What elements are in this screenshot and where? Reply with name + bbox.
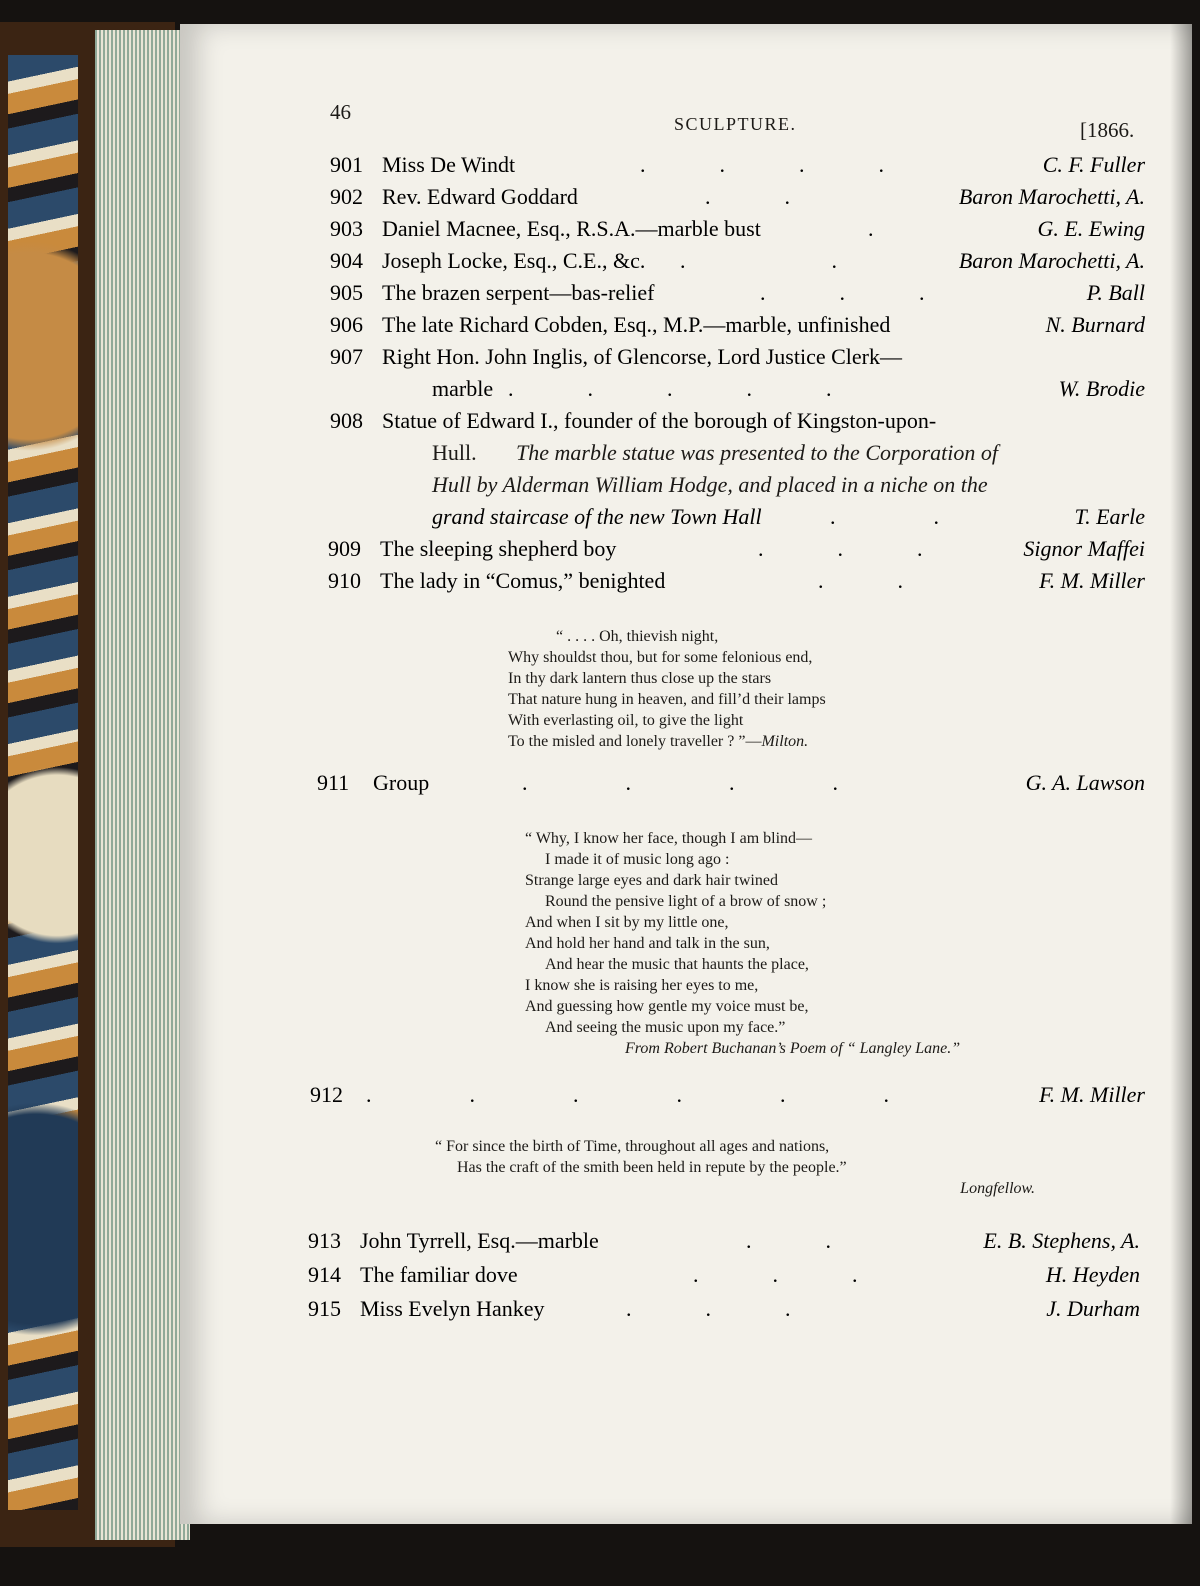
quote-attribution: From Robert Buchanan’s Poem of “ Langley Lane.” <box>625 1040 961 1057</box>
catalogue-entry <box>330 312 1145 344</box>
running-title: SCULPTURE. <box>674 114 797 134</box>
leader-dots: . . <box>705 184 792 209</box>
entry-title: The late Richard Cobden, Esq., M.P.—marble, unfinished <box>382 312 891 337</box>
entry-artist: N. Burnard <box>1045 312 1145 337</box>
catalogue-entry <box>330 184 1145 216</box>
leader-dots: . . . . <box>640 152 886 177</box>
quote-line: “ Why, I know her face, though I am blind— <box>525 830 813 847</box>
catalogue-entry <box>330 344 1145 376</box>
page-edges <box>95 30 190 1540</box>
leader-dots: . . . <box>760 280 927 305</box>
entry-title: The sleeping shepherd boy <box>380 536 617 561</box>
quotation-longfellow <box>435 1136 1035 1199</box>
entry-number: 914 <box>308 1262 341 1287</box>
catalogue-entry <box>310 1082 1145 1114</box>
entry-artist: H. Heyden <box>1045 1262 1140 1287</box>
entry-artist: E. B. Stephens, A. <box>983 1228 1140 1253</box>
catalogue-entry <box>317 770 1145 802</box>
quotation-milton <box>508 626 826 752</box>
entry-number: 910 <box>328 568 361 593</box>
quote-line: That nature hung in heaven, and fill’d their lamps <box>508 691 826 708</box>
leader-dots: . . <box>680 248 839 273</box>
quote-line: “ . . . . Oh, thievish night, <box>556 628 719 645</box>
entry-number: 904 <box>330 248 363 273</box>
entry-artist: G. A. Lawson <box>1025 770 1145 795</box>
quote-line: To the misled and lonely traveller ? ”— <box>508 733 762 750</box>
entry-title: The familiar dove <box>360 1262 518 1287</box>
leader-dots: . . . . <box>522 770 840 795</box>
leader-dots: . . . <box>758 536 925 561</box>
entry-title: Rev. Edward Goddard <box>382 184 578 209</box>
quote-line: And seeing the music upon my face.” <box>545 1019 786 1036</box>
entry-title: The brazen serpent—bas-relief <box>382 280 655 305</box>
leader-dots: . . . . . . <box>366 1082 891 1107</box>
leader-dots: . . <box>746 1228 833 1253</box>
entry-note: The marble statue was presented to the Corporation of <box>516 440 998 465</box>
entry-number: 912 <box>310 1082 343 1107</box>
entry-title: Group <box>373 770 430 795</box>
leader-dots: . . <box>818 568 905 593</box>
entry-artist: T. Earle <box>1074 504 1145 529</box>
entry-title-continued: Hull. <box>432 440 477 465</box>
leader-dots: . . <box>830 504 941 529</box>
entry-title: Right Hon. John Inglis, of Glencorse, Lord Justice Clerk— <box>382 344 902 369</box>
entry-artist: W. Brodie <box>1058 376 1145 401</box>
entry-artist: Signor Maffei <box>1023 536 1145 561</box>
entry-number: 909 <box>328 536 361 561</box>
entry-number: 903 <box>330 216 363 241</box>
entry-note: grand staircase of the new Town Hall <box>432 504 762 529</box>
page-number: 46 <box>330 100 351 124</box>
catalogue-entry-continued <box>330 376 1145 408</box>
catalogue-entry <box>330 216 1145 248</box>
quote-line: And guessing how gentle my voice must be, <box>525 998 809 1015</box>
catalogue-entry-continued <box>330 504 1145 536</box>
quote-line: Has the craft of the smith been held in repute by the people.” <box>457 1159 847 1176</box>
leader-dots: . . . <box>626 1296 793 1321</box>
quote-line: With everlasting oil, to give the light <box>508 712 744 729</box>
quote-line: I made it of music long ago : <box>545 851 730 868</box>
gutter-shadow <box>1170 24 1192 1524</box>
quote-line: And hear the music that haunts the place, <box>545 956 809 973</box>
entry-artist: J. Durham <box>1046 1296 1140 1321</box>
leader-dots: . . . <box>693 1262 860 1287</box>
entry-artist: Baron Marochetti, A. <box>958 184 1145 209</box>
quote-line: I know she is raising her eyes to me, <box>525 977 759 994</box>
entry-artist: F. M. Miller <box>1039 568 1145 593</box>
entry-title: Joseph Locke, Esq., C.E., &c. <box>382 248 646 273</box>
entry-artist: P. Ball <box>1086 280 1145 305</box>
entry-title: Miss Evelyn Hankey <box>360 1296 545 1321</box>
catalogue-entry <box>308 1228 1140 1260</box>
catalogue-entry <box>308 1262 1140 1294</box>
marbled-endpaper <box>8 55 78 1510</box>
entry-title: Statue of Edward I., founder of the borough of Kingston-upon- <box>382 408 937 433</box>
entry-number: 907 <box>330 344 363 369</box>
catalogue-entry <box>330 248 1145 280</box>
entry-number: 905 <box>330 280 363 305</box>
entry-title-continued: marble <box>432 376 494 401</box>
entry-number: 902 <box>330 184 363 209</box>
quote-line: Why shouldst thou, but for some felonious end, <box>508 649 813 666</box>
entry-title: Daniel Macnee, Esq., R.S.A.—marble bust <box>382 216 761 241</box>
quote-line: And hold her hand and talk in the sun, <box>525 935 770 952</box>
quote-line: Strange large eyes and dark hair twined <box>525 872 778 889</box>
quote-attribution: Longfellow. <box>960 1180 1035 1197</box>
quote-line: “ For since the birth of Time, throughout all ages and nations, <box>435 1138 830 1155</box>
entry-number: 911 <box>317 770 350 795</box>
catalogue-entry <box>328 568 1145 600</box>
quote-line: In thy dark lantern thus close up the stars <box>508 670 772 687</box>
catalogue-entry <box>330 408 1145 440</box>
entry-number: 915 <box>308 1296 341 1321</box>
entry-number: 908 <box>330 408 363 433</box>
entry-artist: Baron Marochetti, A. <box>958 248 1145 273</box>
catalogue-entry <box>330 152 1145 184</box>
entry-number: 901 <box>330 152 363 177</box>
entry-title: The lady in “Comus,” benighted <box>380 568 666 593</box>
entry-title: John Tyrrell, Esq.—marble <box>360 1228 599 1253</box>
quote-line: And when I sit by my little one, <box>525 914 729 931</box>
entry-number: 906 <box>330 312 363 337</box>
catalogue-entry <box>308 1296 1140 1328</box>
quote-line: Round the pensive light of a brow of snow ; <box>545 893 827 910</box>
quotation-buchanan <box>525 828 960 1059</box>
quote-attribution: Milton. <box>761 733 809 750</box>
catalogue-entry <box>330 280 1145 312</box>
leader-dots: . . . . . <box>508 376 834 401</box>
running-year: [1866. <box>1080 118 1135 142</box>
entry-title: Miss De Windt <box>382 152 516 177</box>
entry-artist: G. E. Ewing <box>1037 216 1145 241</box>
entry-number: 913 <box>308 1228 341 1253</box>
entry-artist: C. F. Fuller <box>1042 152 1145 177</box>
leader-dots: . <box>868 216 876 241</box>
entry-artist: F. M. Miller <box>1039 1082 1145 1107</box>
catalogue-page <box>180 24 1192 1524</box>
entry-note: Hull by Alderman William Hodge, and placed in a niche on the <box>432 472 988 497</box>
catalogue-entry <box>328 536 1145 568</box>
